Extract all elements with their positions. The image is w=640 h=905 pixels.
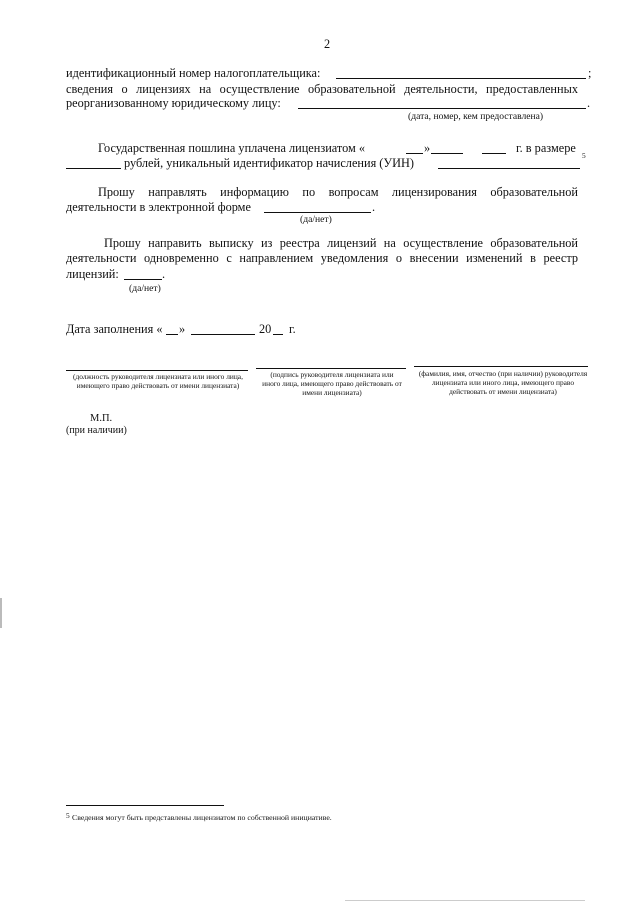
- license-info-line1: [66, 82, 578, 97]
- scan-bottom-mark: [345, 900, 585, 901]
- signature-name-line[interactable]: [414, 366, 588, 367]
- date-label: Дата заполнения «: [66, 322, 163, 336]
- fee-amount-blank[interactable]: [66, 168, 121, 169]
- electronic-blank[interactable]: [264, 212, 371, 213]
- taxpayer-blank[interactable]: [336, 78, 586, 79]
- fee-line1-a: Государственная пошлина уплачена лицензиатом «: [98, 141, 366, 155]
- electronic-line1-text: Прошу направлять информацию по вопросам лицензирования образовательной: [98, 185, 578, 199]
- fee-footnote-mark: 5: [582, 151, 586, 160]
- electronic-end: .: [372, 200, 376, 214]
- date-year-suffix: г.: [289, 322, 296, 336]
- license-info-line1-text: сведения о лицензиях на осуществление образовательной деятельности, предоставленных: [66, 82, 578, 96]
- extract-line1-text: Прошу направить выписку из реестра лицензий на осуществление образовательной: [104, 236, 578, 250]
- signature-sign-caption: (подпись руководителя лицензиата или иного лица, имеющего право действовать от имени лицензиата): [262, 370, 402, 397]
- electronic-line2: деятельности в электронной форме: [66, 200, 251, 214]
- taxpayer-end: ;: [588, 66, 592, 80]
- date-day-blank[interactable]: [166, 334, 178, 335]
- date-year-blank[interactable]: [273, 334, 283, 335]
- license-info-line2: реорганизованному юридическому лицу:: [66, 96, 281, 110]
- scan-edge-mark: [0, 598, 2, 628]
- taxpayer-label: идентификационный номер налогоплательщика:: [66, 66, 321, 80]
- seal-note: (при наличии): [66, 425, 127, 436]
- extract-blank[interactable]: [124, 279, 162, 280]
- extract-end: .: [162, 267, 166, 281]
- date-year-prefix: 20: [259, 322, 272, 336]
- extract-line2-text: деятельности одновременно с направлением уведомления о внесении изменений в реестр: [66, 251, 578, 265]
- license-info-blank[interactable]: [298, 108, 586, 109]
- extract-line1: [104, 236, 578, 251]
- license-info-end: .: [587, 96, 591, 110]
- fee-line1-c: г. в размере: [516, 141, 576, 155]
- date-close-quote: »: [179, 322, 186, 336]
- extract-caption: (да/нет): [129, 283, 161, 294]
- footnote-separator: [66, 805, 224, 806]
- fee-year-blank[interactable]: [482, 153, 506, 154]
- extract-line3: лицензий:: [66, 267, 119, 281]
- footnote-mark: 5: [66, 811, 70, 820]
- date-month-blank[interactable]: [191, 334, 255, 335]
- fee-uin-blank[interactable]: [438, 168, 580, 169]
- signature-sign-line[interactable]: [256, 368, 406, 369]
- extract-line2: [66, 251, 578, 266]
- signature-name-caption: (фамилия, имя, отчество (при наличии) руководителя лицензиата или иного лица, имеющего право действовать от имени лицензиата): [418, 369, 588, 396]
- signature-position-caption: (должность руководителя лицензиата или иного лица, имеющего право действовать от имени лицензиата): [73, 372, 243, 390]
- electronic-caption: (да/нет): [300, 214, 332, 225]
- fee-line1-b: »: [424, 141, 431, 155]
- seal-label: М.П.: [90, 413, 113, 424]
- signature-position-line[interactable]: [66, 370, 248, 371]
- fee-line2-a: рублей, уникальный идентификатор начисления (УИН): [124, 156, 414, 170]
- electronic-line1: [98, 185, 578, 200]
- footnote-text: Сведения могут быть представлены лицензиатом по собственной инициативе.: [72, 813, 332, 822]
- fee-day-blank[interactable]: [406, 153, 423, 154]
- license-info-caption: (дата, номер, кем предоставлена): [408, 111, 544, 122]
- page-number: 2: [324, 37, 331, 51]
- fee-month-blank[interactable]: [431, 153, 463, 154]
